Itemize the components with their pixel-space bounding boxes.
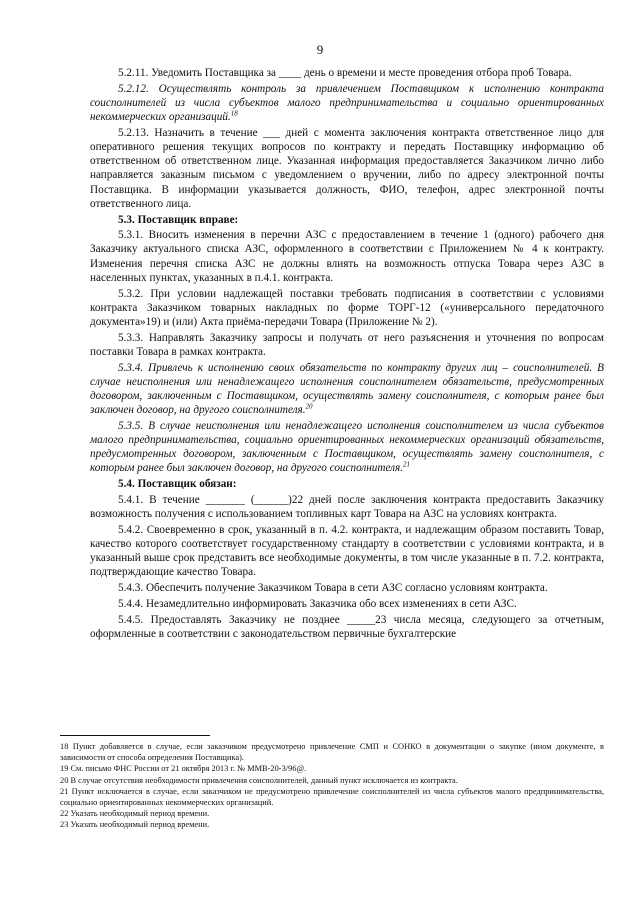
clause-5-3-1: 5.3.1. Вносить изменения в перечни АЗС с предоставлением в течение 1 (одного) рабочего дня Заказчику актуального списка АЗС, оформленного в соответствии с Приложением № 4 к контракту. Изменения перечня списка АЗС не должны влиять на возможность отпуска Товара через АЗС в населенных пунктах, указанных в п.4.1. контракта. (90, 229, 604, 284)
footnote-ref: 21 (403, 460, 411, 469)
clause-5-4-2: 5.4.2. Своевременно в срок, указанный в п. 4.2. контракта, и надлежащим образом поставить Товар, качество которого соответствует государственному стандарту в соответствии с условиями контракта, и в указанный выше срок представить все необходимые документы, в том числе указанные в п. 7.2. контракта, подтверждающие качество Товара. (90, 523, 604, 579)
footnote-23: 23 Указать необходимый период времени. (60, 820, 210, 830)
clause-5-3-3: 5.3.3. Направлять Заказчику запросы и получать от него разъяснения и уточнения по вопросам поставки Товара в рамках контракта. (90, 331, 604, 358)
clause-5-3-5: 5.3.5. В случае неисполнения или ненадлежащего исполнения соисполнителем из числа субъектов малого предпринимательства, социально ориентированных некоммерческих организаций обязательств, предусмотренных договором, заключенным с Поставщиком, осуществлять замену соисполнителя, с которым ранее был заключен договор, на другого соисполнителя.$^{21}$ (90, 419, 604, 475)
footnotes (60, 741, 604, 831)
clause-5-4-4: 5.4.4. Незамедлительно информировать Заказчика обо всех изменениях в сети АЗС. (118, 597, 517, 610)
clause-5-2-11: 5.2.11. Уведомить Поставщика за ____ день о времени и месте проведения отбора проб Товара. (118, 67, 572, 79)
footnote-21: 21 Пункт исключается в случае, если заказчиком не предусмотрено привлечение соисполнителей из числа субъектов малого предпринимательства, социально ориентированных некоммерческих организаций. (60, 786, 604, 808)
footnote-18: 18 Пункт добавляется в случае, если заказчиком предусмотрено привлечение СМП и СОНКО в документации о закупке (ином документе, в зависимости от способа определения Поставщика). (60, 742, 604, 763)
footnote-ref: 18 (230, 109, 238, 118)
section-heading-5-3: 5.3. Поставщик вправе: (118, 213, 239, 226)
clause-5-3-4: 5.3.4. Привлечь к исполнению своих обязательств по контракту других лиц – соисполнителей. В случае неисполнения или ненадлежащего исполнения соисполнителем обязательств, предусмотренных договором, заключенным с Поставщиком, осуществлять замену соисполнителя, с которым ранее был заключен договор, на другого соисполнителя.$^{20}$ (90, 361, 604, 417)
clause-5-4-5: 5.4.5. Предоставлять Заказчику не позднее _____23 числа месяца, следующего за отчетным, оформленные в соответствии с законодательством первичные бухгалтерские (90, 613, 604, 640)
clause-5-4-1: 5.4.1. В течение _______ (______)22 дней после заключения контракта предоставить Заказчику возможность получения с использованием топливных карт Товара на АЗС на условиях контракта. (90, 493, 604, 521)
clause-5-3-2: 5.3.2. При условии надлежащей поставки требовать подписания в соответствии с условиями контракта Заказчиком товарных накладных по форме ТОРГ-12 («универсального передаточного документа»19) и (или) Акта приёма-передачи Товара (Приложение № 2). (90, 287, 604, 328)
clause-5-2-13: 5.2.13. Назначить в течение ___ дней с момента заключения контракта ответственное лицо для оперативного решения текущих вопросов по контракту и передать Поставщику информацию об ответственном об ответственном лице. Указанная информация предоставляется Заказчиком лично либо направляется заказным письмом с уведомлением о вручении, либо по адресу электронной почты Поставщика. В информации указывается должность, ФИО, телефон, адрес электронной почты ответственного лица. (90, 126, 604, 210)
footnote-22: 22 Указать необходимый период времени. (60, 809, 210, 819)
section-heading-5-4: 5.4. Поставщик обязан: (118, 478, 237, 491)
footnote-divider (60, 735, 210, 736)
document-body (90, 66, 604, 642)
footnote-20: 20 В случае отсутствия необходимости привлечения соисполнителей, данный пункт исключается из контракта. (60, 775, 458, 785)
page-number: 9 (316, 42, 324, 57)
footnote-ref: 20 (305, 402, 313, 411)
clause-5-4-3: 5.4.3. Обеспечить получение Заказчиком Товара в сети АЗС согласно условиям контракта. (118, 582, 548, 595)
footnote-19: 19 См. письмо ФНС России от 21 октября 2013 г. № ММВ-20-3/96@. (60, 764, 307, 774)
clause-5-2-12: 5.2.12. Осуществлять контроль за привлечением Поставщиком к исполнению контракта соисполнителей из числа субъектов малого предпринимательства и социально ориентированных некоммерческих организаций.$^{18}$ (90, 82, 604, 124)
